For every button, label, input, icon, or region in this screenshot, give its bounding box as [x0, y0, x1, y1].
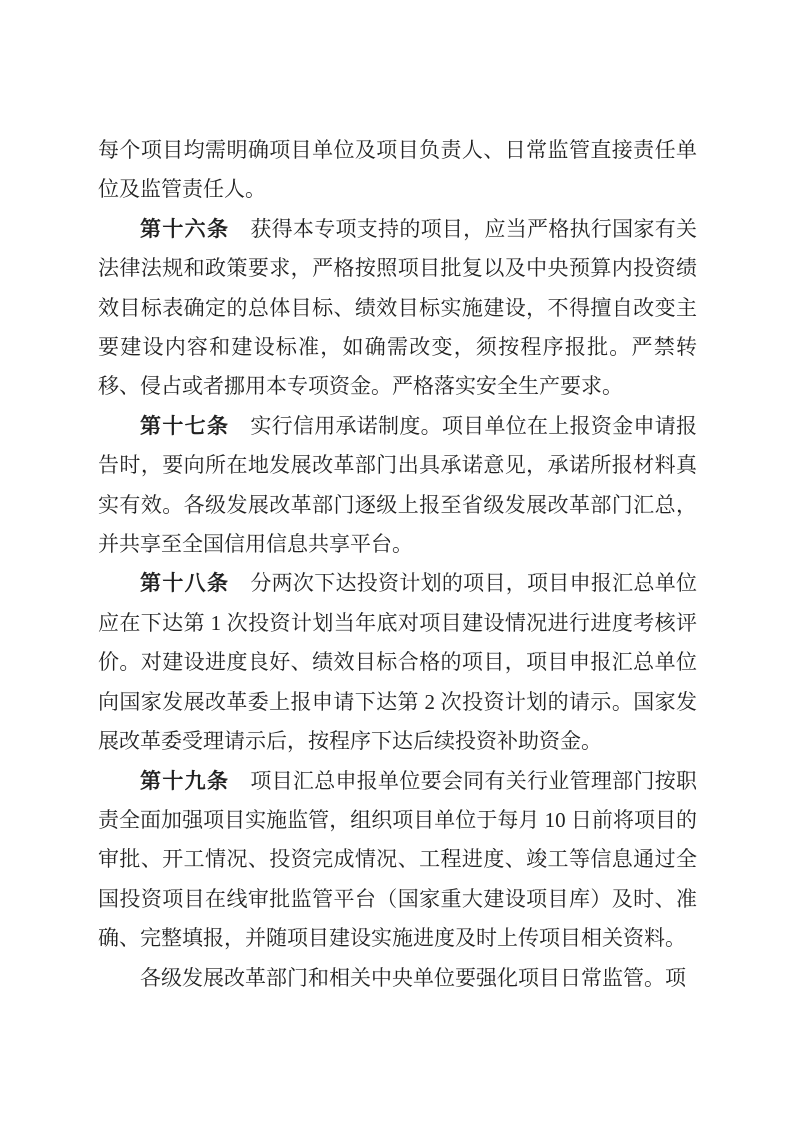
paragraph-text: 各级发展改革部门和相关中央单位要强化项目日常监管。项	[140, 965, 686, 990]
paragraph-text: 每个项目均需明确项目单位及项目负责人、日常监管直接责任单位及监管责任人。	[98, 138, 697, 202]
paragraph-article-17	[98, 407, 697, 565]
paragraph-article-16	[98, 210, 697, 407]
paragraph-text: 项目汇总申报单位要会同有关行业管理部门按职责全面加强项目实施监管，组织项目单位于每月 10 日前将项目的审批、开工情况、投资完成情况、工程进度、竣工等信息通过全国投资项目在线审批监管平台（国家重大建设项目库）及时、准确、完整填报，并随项目建设实施进度及时上传项目相关资料。	[98, 768, 698, 951]
paragraph-article-19	[98, 762, 697, 959]
paragraph-article-18	[98, 564, 697, 761]
paragraph-text: 分两次下达投资计划的项目，项目申报汇总单位应在下达第 1 次投资计划当年底对项目建设情况进行进度考核评价。对建设进度良好、绩效目标合格的项目，项目申报汇总单位向国家发展改革委上报申请下达第 2 次投资计划的请示。国家发展改革委受理请示后，按程序下达后续投资补助资金。	[98, 571, 698, 754]
paragraph-continuation	[98, 131, 697, 210]
article-number: 第十六条	[140, 216, 230, 241]
document-body	[98, 131, 697, 998]
article-number: 第十九条	[140, 768, 230, 793]
paragraph-text: 获得本专项支持的项目，应当严格执行国家有关法律法规和政策要求，严格按照项目批复以及中央预算内投资绩效目标表确定的总体目标、绩效目标实施建设，不得擅自改变主要建设内容和建设标准，如确需改变，须按程序报批。严禁转移、侵占或者挪用本专项资金。严格落实安全生产要求。	[98, 216, 698, 399]
article-number: 第十七条	[140, 413, 230, 438]
paragraph-final	[98, 959, 697, 998]
paragraph-text: 实行信用承诺制度。项目单位在上报资金申请报告时，要向所在地发展改革部门出具承诺意见，承诺所报材料真实有效。各级发展改革部门逐级上报至省级发展改革部门汇总，并共享至全国信用信息共享平台。	[98, 413, 698, 557]
article-number: 第十八条	[140, 571, 230, 596]
